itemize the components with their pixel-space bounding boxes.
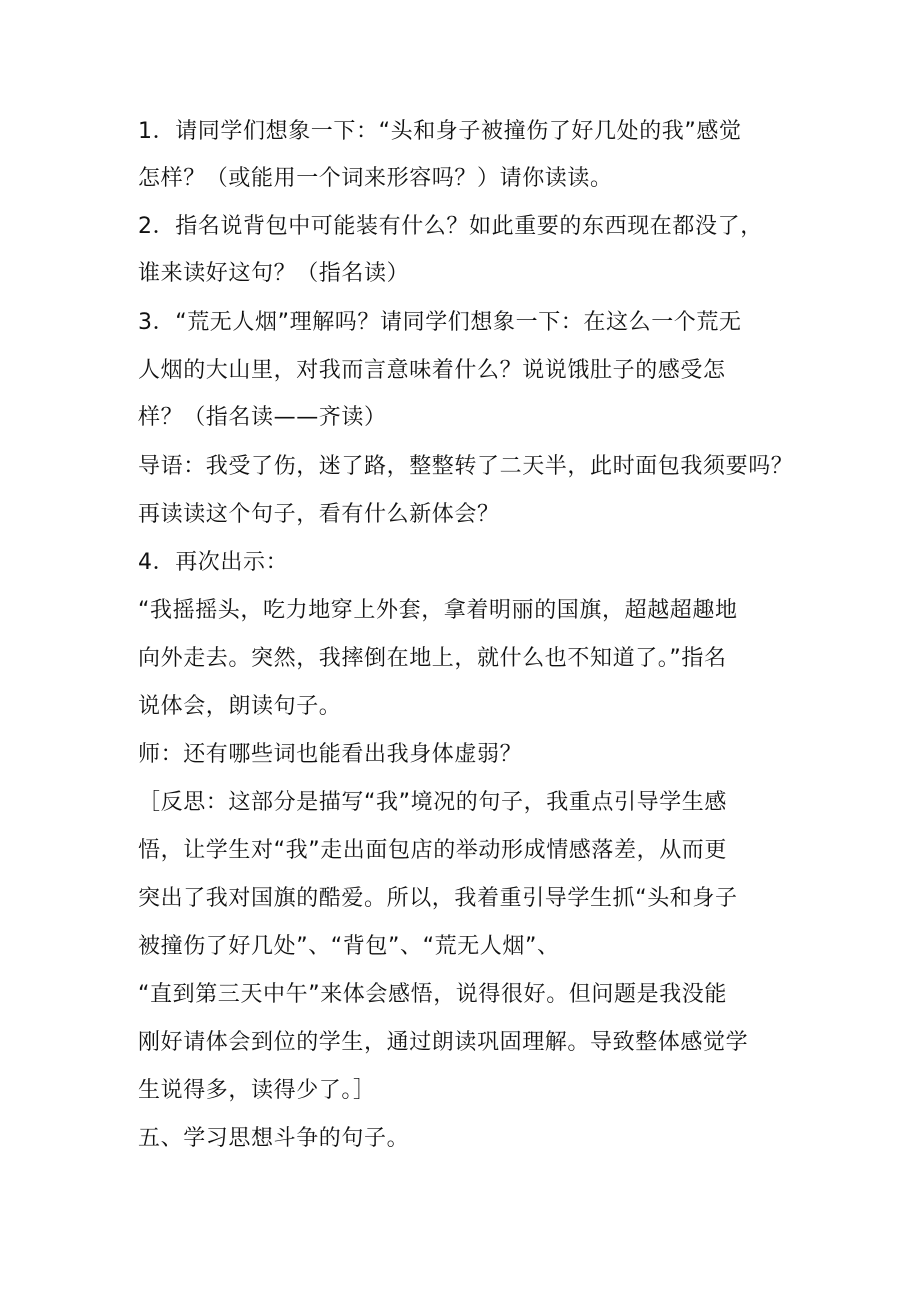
text-line-5: 3．“荒无人烟”理解吗？请同学们想象一下：在这么一个荒无 [138, 310, 742, 335]
text-line-4: 谁来读好这句？（指名读） [138, 261, 410, 286]
text-line-7: 样？（指名读——齐读） [138, 405, 387, 430]
text-line-1: 1．请同学们想象一下：“头和身子被撞伤了好几处的我”感觉 [138, 119, 742, 144]
text-line-17: 突出了我对国旗的酷爱。所以，我着重引导学生抓“头和身子 [138, 886, 738, 911]
text-line-22: 五、学习思想斗争的句子。 [138, 1126, 410, 1151]
text-line-21: 生说得多，读得少了。］ [138, 1078, 376, 1103]
text-line-18: 被撞伤了好几处”、“背包”、“荒无人烟”、 [138, 934, 560, 959]
text-line-9: 再读读这个句子，看有什么新体会？ [138, 502, 500, 527]
text-line-16: 悟，让学生对“我”走出面包店的举动形成情感落差，从而更 [138, 838, 727, 863]
text-line-2: 怎样？（或能用一个词来形容吗？）请你读读。 [138, 166, 613, 191]
text-line-3: 2．指名说背包中可能装有什么？如此重要的东西现在都没了， [138, 214, 763, 239]
text-line-11: “我摇摇头，吃力地穿上外套，拿着明丽的国旗，超越超趣地 [138, 598, 738, 623]
text-line-15: ［反思：这部分是描写“我”境况的句子，我重点引导学生感 [138, 790, 727, 815]
text-line-12: 向外走去。突然，我摔倒在地上，就什么也不知道了。”指名 [138, 646, 727, 671]
text-line-19: “直到第三天中午”来体会感悟，说得很好。但问题是我没能 [138, 982, 727, 1007]
text-line-8: 导语：我受了伤，迷了路，整整转了二天半，此时面包我须要吗？ [138, 454, 794, 479]
text-line-6: 人烟的大山里，对我而言意味着什么？说说饿肚子的感受怎 [138, 358, 726, 383]
text-line-13: 说体会，朗读句子。 [138, 694, 342, 719]
text-line-10: 4．再次出示： [138, 550, 289, 575]
text-line-20: 刚好请体会到位的学生，通过朗读巩固理解。导致整体感觉学 [138, 1030, 749, 1055]
text-line-14: 师：还有哪些词也能看出我身体虚弱？ [138, 742, 523, 767]
